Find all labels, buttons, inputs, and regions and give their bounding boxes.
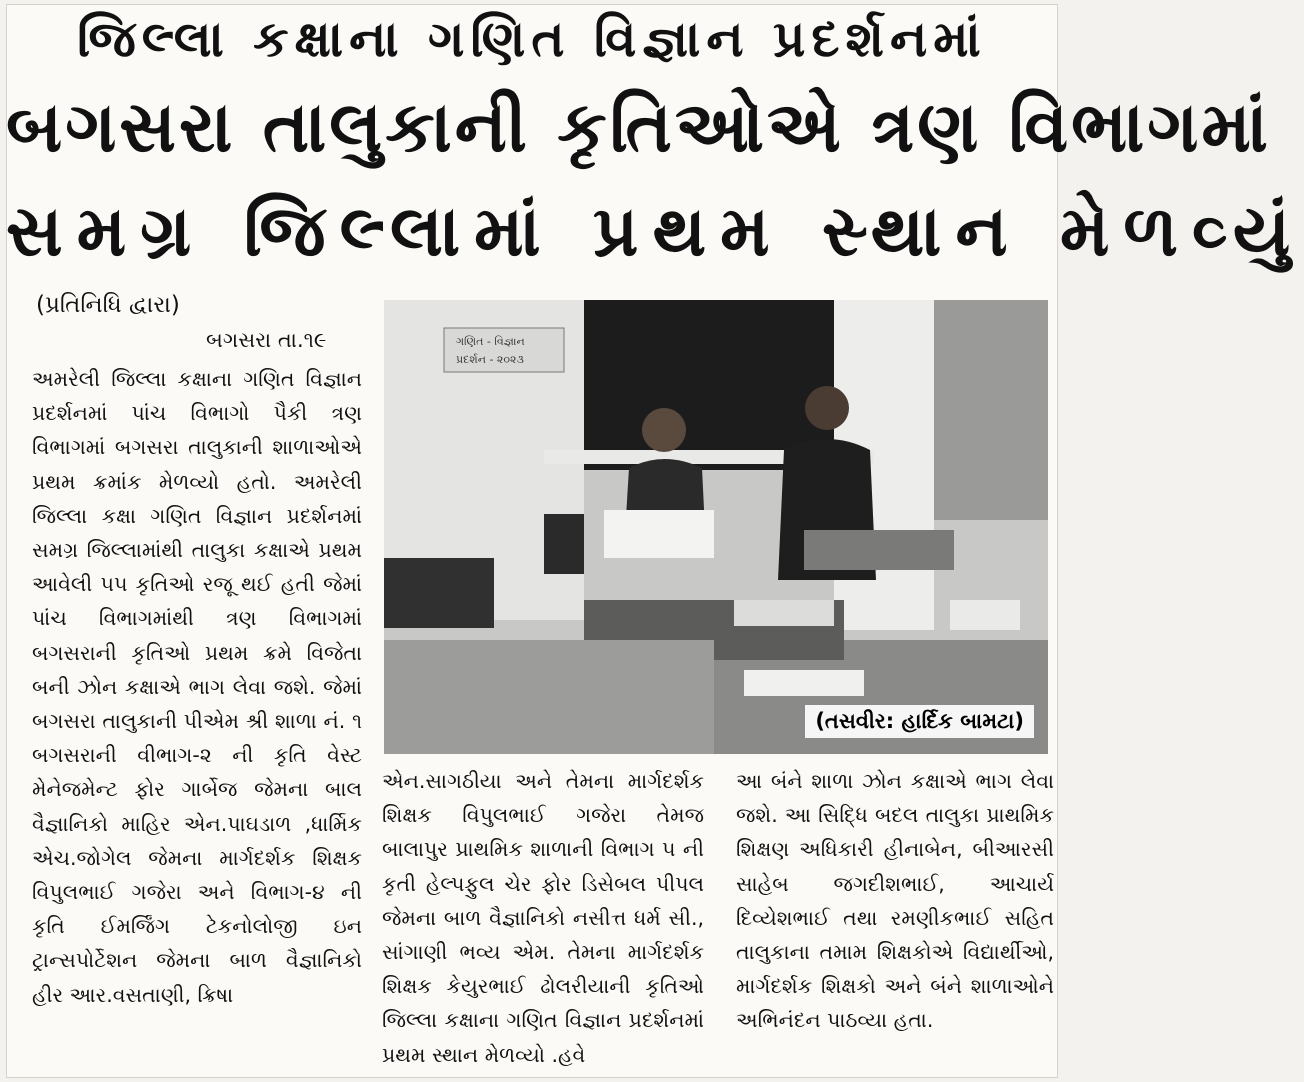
byline: (પ્રતિનિધિ દ્વારા) bbox=[36, 292, 180, 318]
article-text: એન.સાગઠીયા અને તેમના માર્ગદર્શક શિક્ષક વિપુલભાઈ ગજેરા તેમજ બાલાપુર પ્રાથમિક શાળાની વિભાગ ૫ ની કૃતી હેલ્પફુલ ચેર ફોર ડિસેબલ પીપલ જેમના બાળ વૈજ્ઞાનિકો નસીત્ત ધર્મ સી., સાંગાણી ભવ્ય એમ. તેમના માર્ગદર્શક શિક્ષક કેયુરભાઈ ઢોલરીયાની કૃતિઓ જિલ્લા કક્ષાના ગણિત વિજ્ઞાન પ્રદર્શનમાં પ્રથમ સ્થાન મેળવ્યો .હવે bbox=[382, 769, 704, 1067]
article-column-2 bbox=[382, 764, 704, 1072]
photo-caption: (તસવીર: હાર્દિક બામટા) bbox=[805, 705, 1034, 738]
wall-label-line1: ગણિત - વિજ્ઞાન bbox=[456, 335, 525, 348]
article-text: આ બંને શાળા ઝોન કક્ષાએ ભાગ લેવા જશે. આ સિદ્ધિ બદલ તાલુકા પ્રાથમિક શિક્ષણ અધિકારી હીનાબેન, બીઆરસી સાહેબ જગદીશભાઈ, આચાર્ય દિવ્યેશભાઈ તથા રમણીકભાઈ સહિત તાલુકાના તમામ શિક્ષકોએ વિદ્યાર્થીઓ, માર્ગદર્શક શિક્ષકો અને બંને શાળાઓને અભિનંદન પાઠવ્યા હતા. bbox=[736, 769, 1054, 1033]
article-text: અમરેલી જિલ્લા કક્ષાના ગણિત વિજ્ઞાન પ્રદર્શનમાં પાંચ વિભાગો પૈકી ત્રણ વિભાગમાં બગસરા તાલુકાની શાળાઓએ પ્રથમ ક્રમાંક મેળવ્યો હતો. અમરેલી જિલ્લા કક્ષા ગણિત વિજ્ઞાન પ્રદર્શનમાં સમગ્ર જિલ્લામાંથી તાલુકા કક્ષાએ પ્રથમ આવેલી ૫૫ કૃતિઓ રજૂ થઈ હતી જેમાં પાંચ વિભાગમાંથી ત્રણ વિભાગમાં બગસરાની કૃતિઓ પ્રથમ ક્રમે વિજેતા બની ઝોન કક્ષાએ ભાગ લેવા જશે. જેમાં બગસરા તાલુકાની પીએમ શ્રી શાળા નં. ૧ બગસરાની વીભાગ-૨ ની કૃતિ વેસ્ટ મેનેજમેન્ટ ફોર ગાર્બેજ જેમના બાલ વૈજ્ઞાનિકો માહિર એન.પાઘડાળ ,ધાર્મિક એચ.જોગેલ જેમના માર્ગદર્શક શિક્ષક વિપુલભાઈ ગજેરા અને વિભાગ-૪ ની કૃતિ ઈમર્જિંગ ટેકનોલોજી ઇન ટ્રાન્સપોર્ટેશન જેમના બાળ વૈજ્ઞાનિકો હીર આર.વસતાણી, ક્રિષા bbox=[32, 367, 362, 1007]
photo-students-with-exhibit bbox=[384, 300, 1048, 754]
headline-main-line1: બગસરા તાલુકાની કૃતિઓએ ત્રણ વિભાગમાં bbox=[6, 86, 1271, 168]
headline-kicker: જિલ્લા કક્ષાના ગણિત વિજ્ઞાન પ્રદર્શનમાં bbox=[77, 10, 987, 68]
article-column-1 bbox=[32, 362, 362, 1012]
dateline: બગસરા તા.૧૯ bbox=[206, 328, 327, 352]
headline-main-line2: સમગ્ર જિલ્લામાં પ્રથમ સ્થાન મેળવ્યું bbox=[6, 190, 1304, 272]
newspaper-clipping bbox=[6, 4, 1304, 1078]
wall-label-line2: પ્રદર્શન - ૨૦૨૩ bbox=[456, 353, 524, 366]
news-photo bbox=[384, 300, 1048, 754]
article-column-3 bbox=[736, 764, 1054, 1038]
